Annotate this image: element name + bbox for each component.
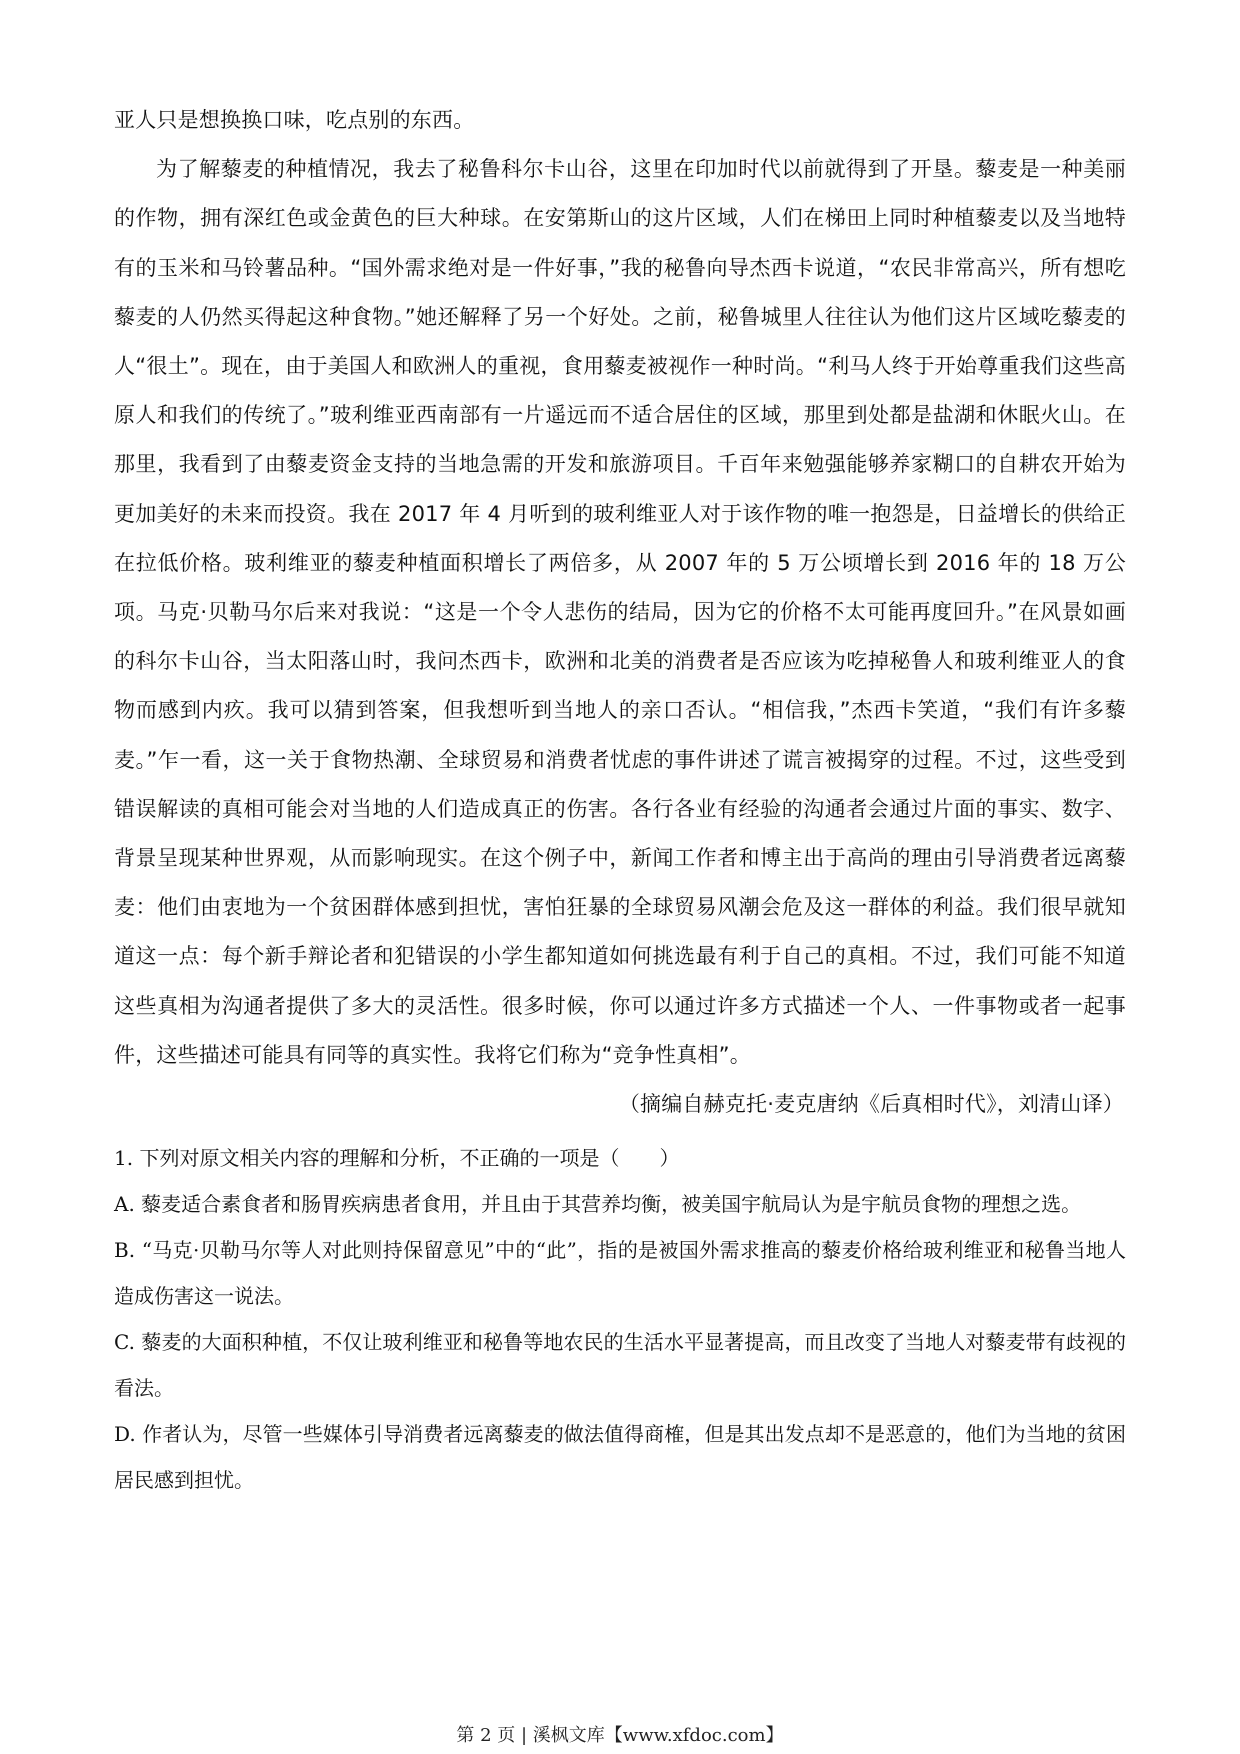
- question-block: [114, 1135, 1126, 1503]
- option-a: A. 藜麦适合素食者和肠胃疾病患者食用，并且由于其营养均衡，被美国宇航局认为是宇航员食物的理想之选。: [114, 1192, 1082, 1217]
- option-c: C. 藜麦的大面积种植，不仅让玻利维亚和秘鲁等地农民的生活水平显著提高，而且改变了当地人对藜麦带有歧视的看法。: [114, 1330, 1126, 1401]
- passage-paragraph: 为了解藜麦的种植情况，我去了秘鲁科尔卡山谷，这里在印加时代以前就得到了开垦。藜麦是一种美丽的作物，拥有深红色或金黄色的巨大种球。在安第斯山的这片区域，人们在梯田上同时种植藜麦以及当地特有的玉米和马铃薯品种。“国外需求绝对是一件好事，”我的秘鲁向导杰西卡说道，“农民非常高兴，所有想吃藜麦的人仍然买得起这种食物。”她还解释了另一个好处。之前，秘鲁城里人往往认为他们这片区域吃藜麦的人“很土”。现在，由于美国人和欧洲人的重视，食用藜麦被视作一种时尚。“利马人终于开始尊重我们这些高原人和我们的传统了。”玻利维亚西南部有一片遥远而不适合居住的区域，那里到处都是盐湖和休眠火山。在那里，我看到了由藜麦资金支持的当地急需的开发和旅游项目。千百年来勉强能够养家糊口的自耕农开始为更加美好的未来而投资。我在 2017 年 4 月听到的玻利维亚人对于该作物的唯一抱怨是，日益增长的供给正在拉低价格。玻利维亚的藜麦种植面积增长了两倍多，从 2007 年的 5 万公顷增长到 2016 年的 18 万公项。马克·贝勒马尔后来对我说：“这是一个令人悲伤的结局，因为它的价格不太可能再度回升。”在风景如画的科尔卡山谷，当太阳落山时，我问杰西卡，欧洲和北美的消费者是否应该为吃掉秘鲁人和玻利维亚人的食物而感到内疚。我可以猜到答案，但我想听到当地人的亲口否认。“相信我，”杰西卡笑道，“我们有许多藜麦。”乍一看，这一关于食物热潮、全球贸易和消费者忧虑的事件讲述了谎言被揭穿的过程。不过，这些受到错误解读的真相可能会对当地的人们造成真正的伤害。各行各业有经验的沟通者会通过片面的事实、数字、背景呈现某种世界观，从而影响现实。在这个例子中，新闻工作者和博主出于高尚的理由引导消费者远离藜麦：他们由衷地为一个贫困群体感到担忧，害怕狂暴的全球贸易风潮会危及这一群体的利益。我们很早就知道这一点：每个新手辩论者和犯错误的小学生都知道如何挑选最有利于自己的真相。不过，我们可能不知道这些真相为沟通者提供了多大的灵活性。很多时候，你可以通过许多方式描述一个人、一件事物或者一起事件，这些描述可能具有同等的真实性。我将它们称为“竞争性真相”。: [114, 157, 1126, 1067]
- question-stem: 1. 下列对原文相关内容的理解和分析，不正确的一项是（ ）: [114, 1146, 680, 1171]
- option-b: B. “马克·贝勒马尔等人对此则持保留意见”中的“此”，指的是被国外需求推高的藜麦价格给玻利维亚和秘鲁当地人造成伤害这一说法。: [114, 1238, 1126, 1309]
- passage-source-citation: （摘编自赫克托·麦克唐纳《后真相时代》，刘清山译）: [618, 1092, 1124, 1117]
- document-body: [114, 96, 1126, 1503]
- page-footer: 第 2 页 | 溪枫文库【www.xfdoc.com】: [456, 1725, 784, 1746]
- option-d: D. 作者认为，尽管一些媒体引导消费者远离藜麦的做法值得商榷，但是其出发点却不是恶意的，他们为当地的贫困居民感到担忧。: [114, 1422, 1126, 1493]
- passage-continuation-line: 亚人只是想换换口味，吃点别的东西。: [114, 108, 475, 132]
- reading-passage: [114, 96, 1126, 1129]
